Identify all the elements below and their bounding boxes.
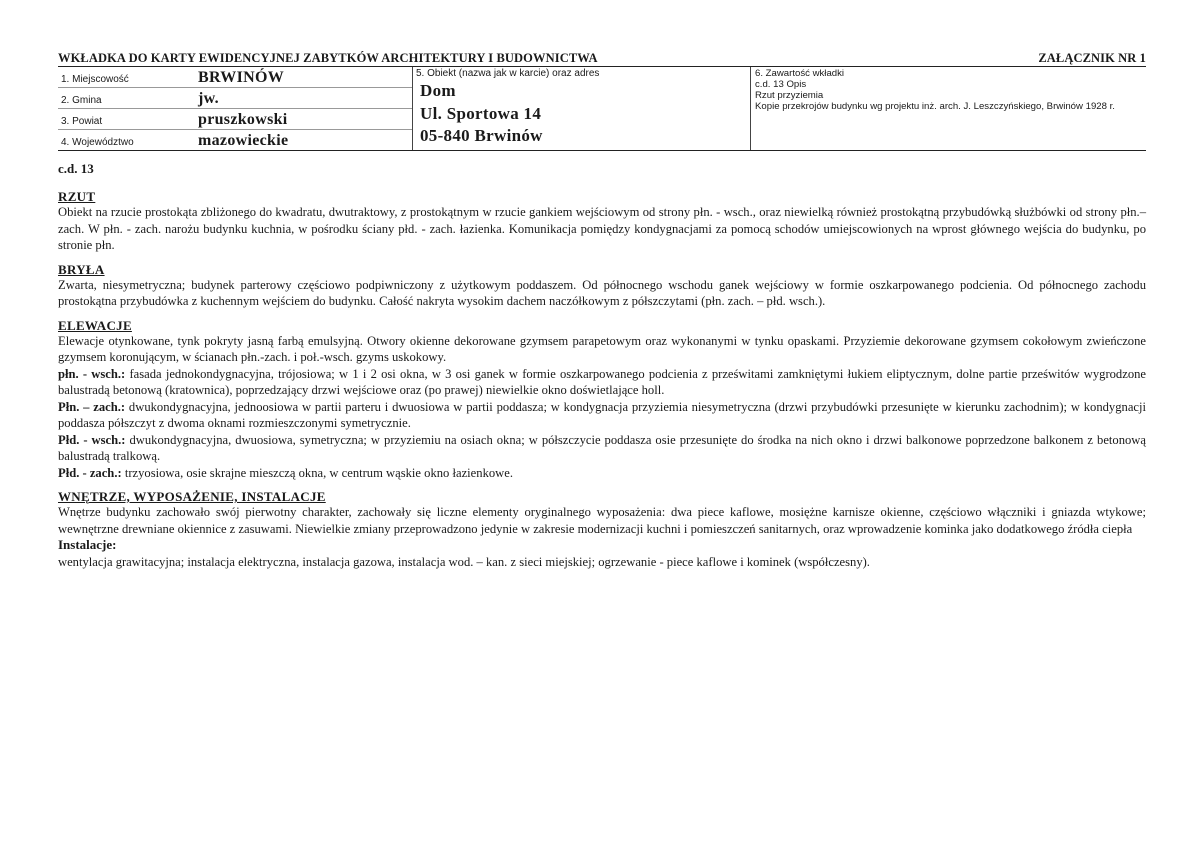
section-text: Obiekt na rzucie prostokąta zbliżonego do kwadratu, dwutraktowy, z prostokątnym w rzucie gankiem wejściowym od strony płn. - wsch., oraz niewielką również prostokątną przybudówką służbówki od strony płn.– zach. W płn. - zach. narożu budynku kuchnia, w pośrodku ściany płd. - zach. łazienka. Komunikacja pomiędzy kondygnacjami za pomocą schodów umiejscowionych na wprost głównego wejścia do budynku, po stronie płn. — [58, 205, 1146, 252]
section-elewacje — [58, 318, 1146, 482]
field-label: 1. Miejscowość — [61, 74, 129, 85]
record-header-table — [58, 66, 1146, 151]
content-line: Rzut przyziemia — [755, 90, 824, 101]
location-row — [58, 88, 412, 109]
field-value: BRWINÓW — [198, 69, 284, 86]
field-value: mazowieckie — [198, 132, 289, 149]
elevation-text: fasada jednokondygnacyjna, trójosiowa; w 1 i 2 osi okna, w 3 osi ganek w formie oszkarpowanego podcienia z prześwitami zamkniętymi łukiem eliptycznym, dolne partie prześwitów wygrodzone balustradą betonową (kratownica), poprzedzający drzwi wejściowe oraz (po prawej) niewielkie okno doświetlające holl. — [58, 366, 1147, 397]
elevation-item — [58, 399, 1146, 432]
section-title: ELEWACJE — [58, 317, 132, 333]
object-postal: 05-840 Brwinów — [420, 126, 543, 145]
field-label: 4. Województwo — [61, 137, 134, 148]
elevation-label: Płd. - zach.: — [58, 465, 122, 480]
content-column — [750, 67, 1146, 150]
section-text: Elewacje otynkowane, tynk pokryty jasną farbą emulsyjną. Otwory okienne dekorowane gzymsem parapetowym oraz wykonanymi w tynku opaskami. Przyziemie dekorowane gzymsem cokołowym zwieńczone gzymsem koronującym, w ścianach płn.-zach. i poł.-wsch. gzyms uskokowy. — [58, 333, 1146, 364]
location-row — [58, 130, 412, 150]
elevation-text: dwukondygnacyjna, jednoosiowa w partii parteru i dwuosiowa w partii poddasza; w kondygnacja przyziemia niesymetryczna (drzwi przybudówki przesunięte w kierunku zachodnim); w kondygnacji poddasza półszczyt z dwoma oknami rozmieszczonymi symetrycznie. — [58, 399, 1147, 430]
continuation-marker: c.d. 13 — [58, 161, 94, 176]
section-wnetrze — [58, 489, 1146, 570]
field-value: pruszkowski — [198, 111, 288, 128]
section-rzut — [58, 189, 1146, 254]
object-label: 5. Obiekt (nazwa jak w karcie) oraz adres — [416, 68, 600, 79]
location-row — [58, 109, 412, 130]
section-text: Zwarta, niesymetryczna; budynek parterowy częściowo podpiwniczony z użytkowym poddaszem. Od północnego wschodu ganek wejściowy w formie oszkarpowanego podcienia. Od północnego zachodu prostokątna przybudówka z kuchennym wejściem do budynku. Całość nakryta wysokim dachem naczółkowym z półszczytami (płn. zach. – płd. wsch.). — [58, 277, 1146, 308]
content-line: c.d. 13 Opis — [755, 79, 807, 90]
document-page — [58, 50, 1146, 570]
elevation-item — [58, 366, 1146, 399]
location-row — [58, 67, 412, 88]
installations-title: Instalacje: — [58, 537, 117, 552]
location-column — [58, 67, 413, 150]
document-header — [58, 50, 1146, 66]
section-title: RZUT — [58, 189, 96, 204]
installations-text: wentylacja grawitacyjna; instalacja elektryczna, instalacja gazowa, instalacja wod. – kan. z sieci miejskiej; ogrzewanie - piece kaflowe i kominek (współczesny). — [58, 554, 870, 569]
elevation-item — [58, 465, 1146, 482]
content-label: 6. Zawartość wkładki — [755, 68, 845, 79]
object-street: Ul. Sportowa 14 — [420, 104, 542, 123]
elevation-item — [58, 432, 1146, 465]
section-title: WNĘTRZE, WYPOSAŻENIE, INSTALACJE — [58, 489, 326, 504]
section-bryla — [58, 262, 1146, 310]
elevation-text: trzyosiowa, osie skrajne mieszczą okna, w centrum wąskie okno łazienkowe. — [121, 465, 513, 480]
section-title: BRYŁA — [58, 261, 105, 277]
document-title: WKŁADKA DO KARTY EWIDENCYJNEJ ZABYTKÓW ARCHITEKTURY I BUDOWNICTWA — [58, 51, 598, 65]
elevation-label: płn. - wsch.: — [58, 366, 126, 381]
field-value: jw. — [198, 90, 219, 107]
object-column — [412, 67, 751, 150]
content-line: Kopie przekrojów budynku wg projektu inż. arch. J. Leszczyńskiego, Brwinów 1928 r. — [755, 101, 1115, 112]
elevation-label: Płn. – zach.: — [58, 399, 126, 414]
elevation-text: dwukondygnacyjna, dwuosiowa, symetryczna; w przyziemiu na osiach okna; w półszczycie poddasza osie przesunięte do środka na nich okno i drzwi balkonowe poprzedzone balkonem z betonową balustradą tralkową. — [58, 432, 1146, 463]
field-label: 2. Gmina — [61, 95, 102, 106]
attachment-number: ZAŁĄCZNIK NR 1 — [1038, 51, 1146, 65]
object-name: Dom — [420, 81, 456, 100]
section-text: Wnętrze budynku zachowało swój pierwotny charakter, zachowały się liczne elementy oryginalnego wyposażenia: dwa piece kaflowe, mosiężne karnisze okienne, częściowo włączniki i gniazda wtykowe; wewnętrzne drewniane okiennice z zasuwami. Niewielkie zmiany przeprowadzono jedynie w zakresie modernizacji kuchni i pomieszczeń sanitarnych, oraz wprowadzenie kominka jako dodatkowego źródła ciepła — [58, 505, 1146, 536]
field-label: 3. Powiat — [61, 116, 103, 127]
elevation-label: Płd. - wsch.: — [58, 432, 126, 447]
